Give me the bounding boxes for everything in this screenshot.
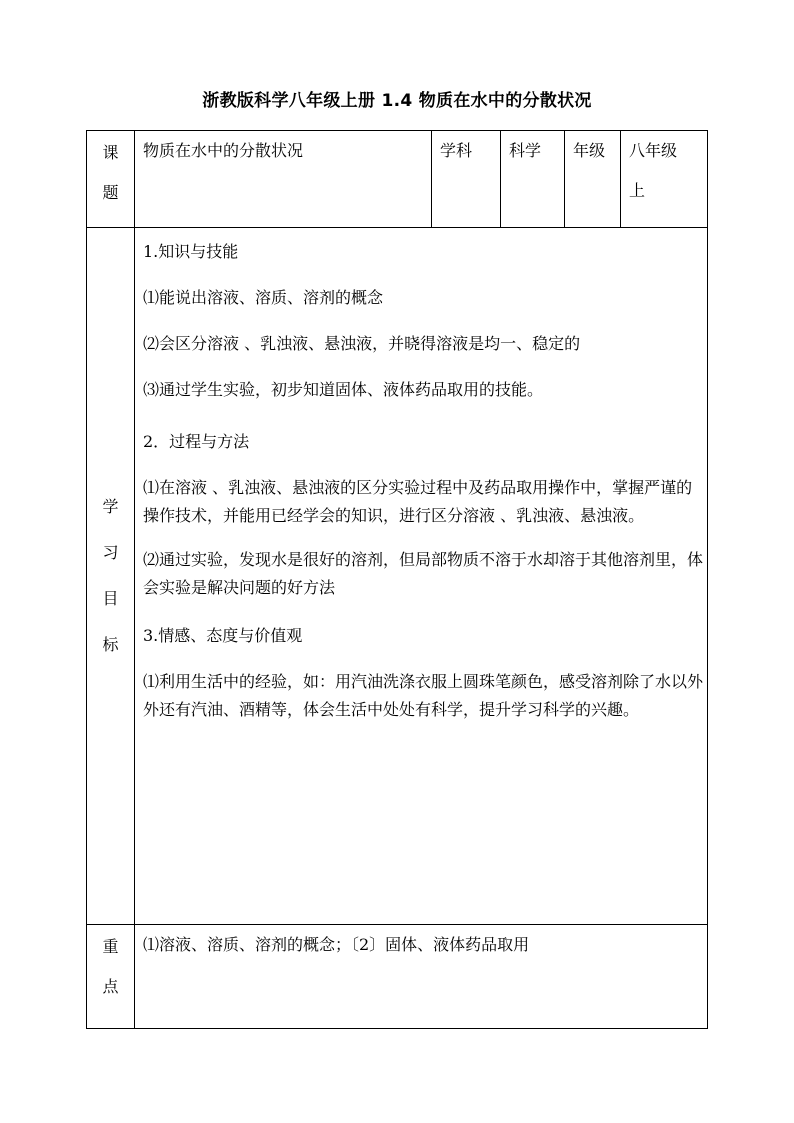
subject-value: 科学 xyxy=(509,141,542,160)
topic-row xyxy=(87,131,708,228)
objective-heading: 2．过程与方法 xyxy=(143,432,250,451)
document-title: 浙教版科学八年级上册 1.4 物质在水中的分散状况 xyxy=(202,91,592,111)
objective-item: ⑶通过学生实验，初步知道固体、液体药品取用的技能。 xyxy=(143,380,544,399)
key-points-label-cell xyxy=(87,925,135,1029)
subject-label-cell xyxy=(432,131,501,228)
objectives-label-char: 目 xyxy=(102,589,119,608)
lesson-plan-table xyxy=(86,130,708,1029)
topic-cell xyxy=(135,131,432,228)
objectives-label-char: 标 xyxy=(102,635,119,654)
objective-heading: 3.情感、态度与价值观 xyxy=(143,626,303,645)
objective-item: ⑵通过实验，发现水是很好的溶剂，但局部物质不溶于水却溶于其他溶剂里，体会实验是解决问题的好方法 xyxy=(143,550,704,597)
objectives-label-cell xyxy=(87,228,135,925)
key-points-content-cell xyxy=(135,925,708,1029)
subject-value-cell xyxy=(501,131,565,228)
objectives-content-cell xyxy=(135,228,708,925)
topic-text: 物质在水中的分散状况 xyxy=(143,141,304,160)
objective-item: ⑴能说出溶液、溶质、溶剂的概念 xyxy=(143,288,384,307)
topic-label-char: 课 xyxy=(102,143,119,162)
subject-label: 学科 xyxy=(440,141,473,160)
grade-value-cell xyxy=(621,131,708,228)
topic-label-char: 题 xyxy=(102,183,119,202)
objective-item: ⑴利用生活中的经验，如：用汽油洗涤衣服上圆珠笔颜色，感受溶剂除了水以外外还有汽油、酒精等，体会生活中处处有科学，提升学习科学的兴趣。 xyxy=(143,672,704,719)
key-points-text: ⑴溶液、溶质、溶剂的概念；〔2〕固体、液体药品取用 xyxy=(143,935,530,954)
grade-value-line: 八年级 xyxy=(629,141,678,160)
objective-item: ⑵会区分溶液 、乳浊液、悬浊液，并晓得溶液是均一、稳定的 xyxy=(143,334,581,353)
key-points-label-char: 点 xyxy=(102,977,119,996)
objectives-label-char: 学 xyxy=(102,497,119,516)
objective-item: ⑴在溶液 、乳浊液、悬浊液的区分实验过程中及药品取用操作中，掌握严谨的操作技术，并能用已经学会的知识，进行区分溶液 、乳浊液、悬浊液。 xyxy=(143,478,693,525)
grade-label-cell xyxy=(565,131,621,228)
key-points-label-char: 重 xyxy=(102,937,119,956)
objective-heading: 1.知识与技能 xyxy=(143,242,239,261)
topic-label-cell xyxy=(87,131,135,228)
key-points-row xyxy=(87,925,708,1029)
objectives-row xyxy=(87,228,708,925)
objectives-label-char: 习 xyxy=(102,543,119,562)
grade-label: 年级 xyxy=(573,141,606,160)
grade-value-line: 上 xyxy=(629,181,646,200)
